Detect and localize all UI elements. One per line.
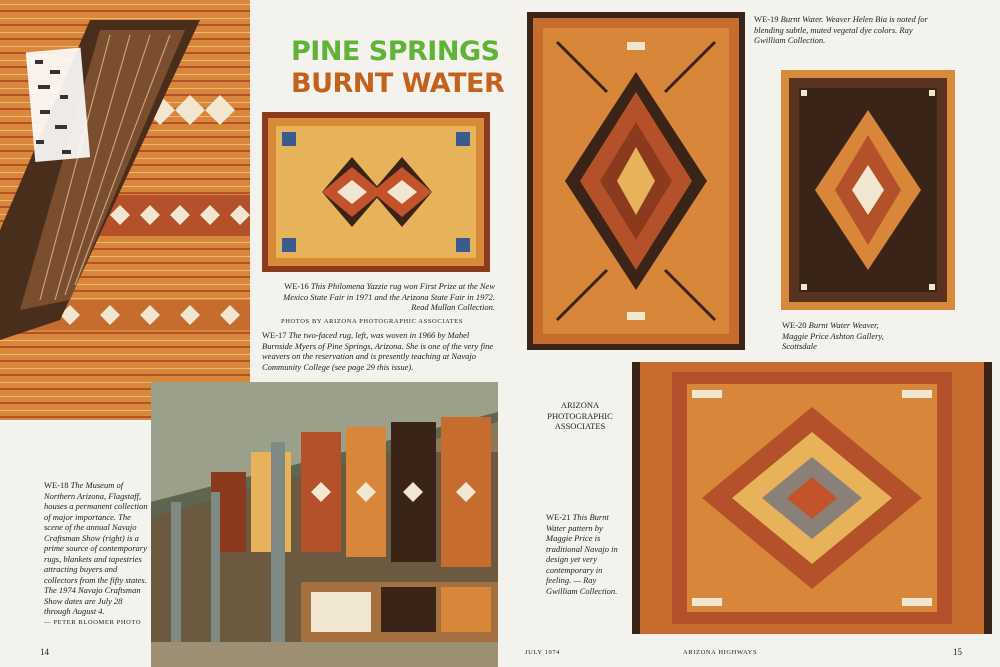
caption-text: The two-faced rug, left, was woven in 1966 by Mabel Burnside Myers of Pine Springs, Arizona. She is one of the very fine weavers on the reservation and is presently teaching at Navajo Community College (see page 29 this issue). (262, 330, 494, 372)
photo-credit-arizona: ARIZONA PHOTOGRAPHIC ASSOCIATES (547, 400, 613, 431)
caption-we20 (782, 320, 902, 352)
caption-id: WE-16 (284, 281, 309, 291)
caption-text: Burnt Water. Weaver Helen Bia is noted for blending subtle, muted vegetal dye colors. Ray Gwilliam Collection. (754, 14, 928, 45)
caption-we18 (44, 480, 148, 628)
caption-we17 (262, 330, 497, 372)
page-number-left: 14 (40, 647, 49, 657)
caption-text: Burnt Water Weaver, Maggie Price Ashton Gallery, Scottsdale (782, 320, 884, 351)
caption-id: WE-17 (262, 330, 287, 340)
photo-credit: PHOTOS BY ARIZONA PHOTOGRAPHIC ASSOCIATES (281, 318, 463, 325)
caption-id: WE-20 (782, 320, 807, 330)
caption-id: WE-21 (546, 512, 571, 522)
article-title-line1: PINE SPRINGS (291, 36, 500, 67)
burnt-water-rug-helen-bia-photo (527, 12, 745, 350)
caption-text: This Philomena Yazzie rug won First Prize at the New Mexico State Fair in 1971 and the Arizona State Fair in 1972. Read Mullan Collection. (283, 281, 495, 312)
burnt-water-pattern-rug-photo (632, 362, 992, 634)
page-number-right: 15 (953, 647, 962, 657)
caption-id: WE-18 (44, 480, 69, 490)
caption-text: The Museum of Northern Arizona, Flagstaff, houses a permanent collection of major importance. The scene of the annual Navajo Craftsman Show (right) is a prime source of contemporary rugs, blankets and tapestries attracting buyers and collectors from the fifty states. The 1974 Navajo Craftsman Show dates are July 28 through August 4. (44, 480, 148, 616)
burnt-water-rug-maggie-price-photo (781, 70, 955, 310)
caption-we16 (280, 281, 495, 313)
magazine-name: ARIZONA HIGHWAYS (683, 649, 758, 656)
caption-text: This Burnt Water pattern by Maggie Price is traditional Navajo in design yet very contemporary in feeling. — Ray Gwilliam Collection. (546, 512, 618, 596)
issue-date: JULY 1974 (525, 649, 561, 656)
two-faced-rug-photo (0, 0, 250, 420)
craftsman-show-photo (151, 382, 498, 667)
caption-we19 (754, 14, 944, 46)
philomena-yazzie-rug-photo (262, 112, 490, 272)
photo-credit: — PETER BLOOMER PHOTO (44, 618, 142, 626)
caption-we21 (546, 512, 626, 596)
caption-id: WE-19 (754, 14, 779, 24)
article-title-line2: BURNT WATER (291, 68, 505, 99)
